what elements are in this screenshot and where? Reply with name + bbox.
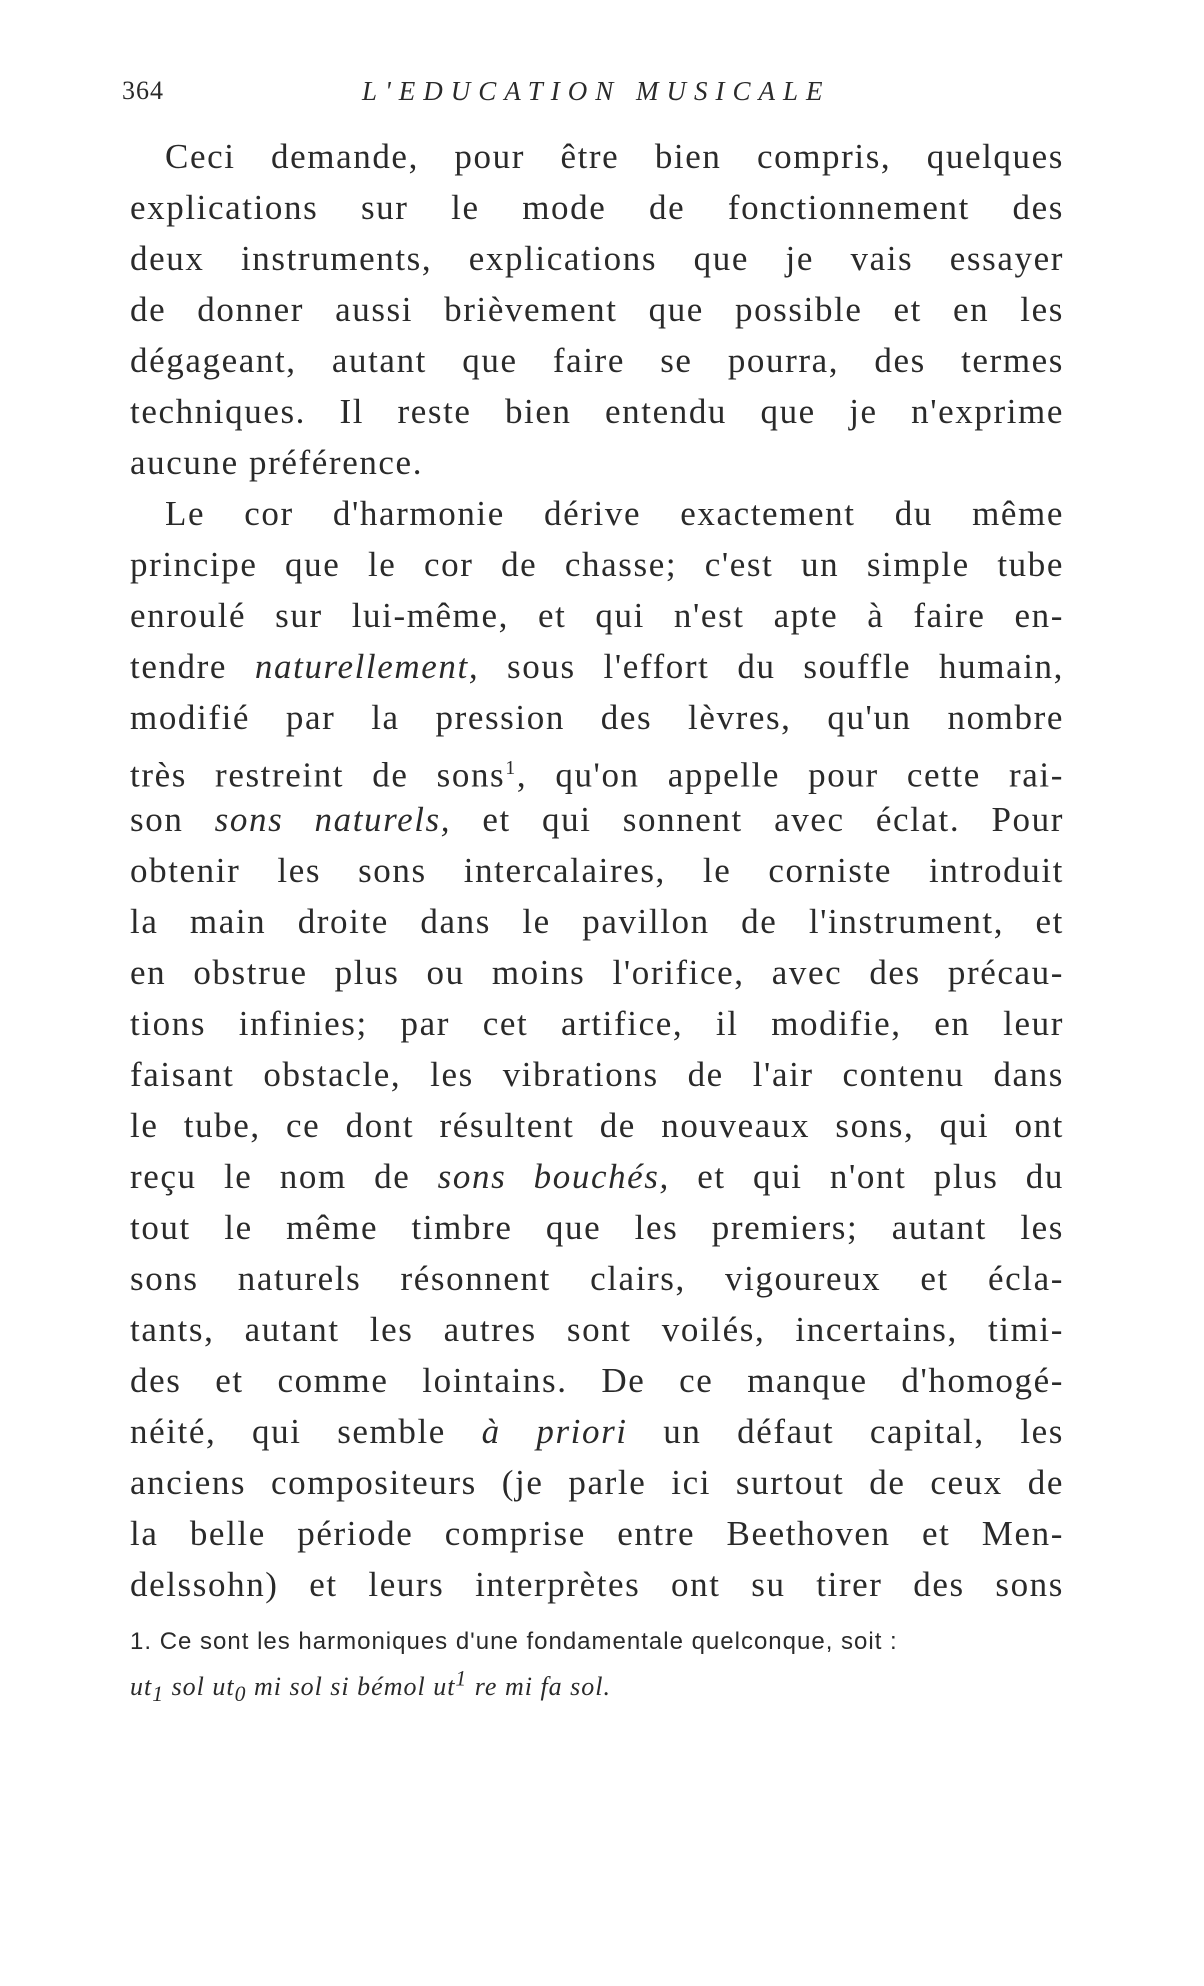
text-line: tions infinies; par cet artifice, il modifie, en leur [130,1004,1064,1043]
text-line: tout le même timbre que les premiers; autant les [130,1208,1064,1247]
text-line: très restreint de sons$^1$, qu'on appelle pour cette rai- [130,755,1064,795]
text-line: néité, qui semble à priori un défaut capital, les [130,1412,1064,1451]
text-line: delssohn) et leurs interprètes ont su tirer des sons [130,1565,1064,1604]
text-line: aucune préférence. [130,443,424,482]
text-line: tants, autant les autres sont voilés, incertains, timi- [130,1310,1064,1349]
footnote-text: Ce sont les harmoniques d'une fondamentale quelconque, soit : [159,1628,898,1655]
text-line: la belle période comprise entre Beethoven et Men- [130,1514,1064,1553]
page-header [122,76,1072,116]
page-number: 364 [122,76,164,105]
text-line: explications sur le mode de fonctionnement des [130,188,1064,227]
footnotes [130,1624,1064,1706]
text-line: la main droite dans le pavillon de l'instrument, et [130,902,1064,941]
text-line: de donner aussi brièvement que possible et en les [130,290,1064,329]
text-line: en obstrue plus ou moins l'orifice, avec des précau- [130,953,1064,992]
text-line: faisant obstacle, les vibrations de l'air contenu dans [130,1055,1064,1094]
text-line: son sons naturels, et qui sonnent avec éclat. Pour [130,800,1064,839]
text-line: obtenir les sons intercalaires, le corniste introduit [130,851,1064,890]
text-line: dégageant, autant que faire se pourra, des termes [130,341,1064,380]
body-text [130,131,1064,1610]
text-line: des et comme lointains. De ce manque d'homogé- [130,1361,1064,1400]
text-line: Le cor d'harmonie dérive exactement du même [165,494,1064,533]
text-line: anciens compositeurs (je parle ici surtout de ceux de [130,1463,1064,1502]
text-line: enroulé sur lui-même, et qui n'est apte à faire en- [130,596,1064,635]
text-line: le tube, ce dont résultent de nouveaux sons, qui ont [130,1106,1064,1145]
text-line: tendre naturellement, sous l'effort du souffle humain, [130,647,1064,686]
text-line: deux instruments, explications que je vais essayer [130,239,1064,278]
running-title: L'EDUCATION MUSICALE [362,76,831,106]
text-line: modifié par la pression des lèvres, qu'un nombre [130,698,1064,737]
footnote-line [130,1624,1064,1660]
text-line: reçu le nom de sons bouchés, et qui n'ont plus du [130,1157,1064,1196]
text-line: sons naturels résonnent clairs, vigoureux et écla- [130,1259,1064,1298]
footnote-notes: $ut_1$ sol $ut_0$ mi sol si bémol $ut^1$ re mi fa sol. [130,1666,612,1706]
footnote-marker: 1. [130,1628,153,1655]
text-line: Ceci demande, pour être bien compris, quelques [165,137,1064,176]
text-line: techniques. Il reste bien entendu que je n'exprime [130,392,1064,431]
text-line: principe que le cor de chasse; c'est un simple tube [130,545,1064,584]
footnote-line [130,1660,1064,1706]
